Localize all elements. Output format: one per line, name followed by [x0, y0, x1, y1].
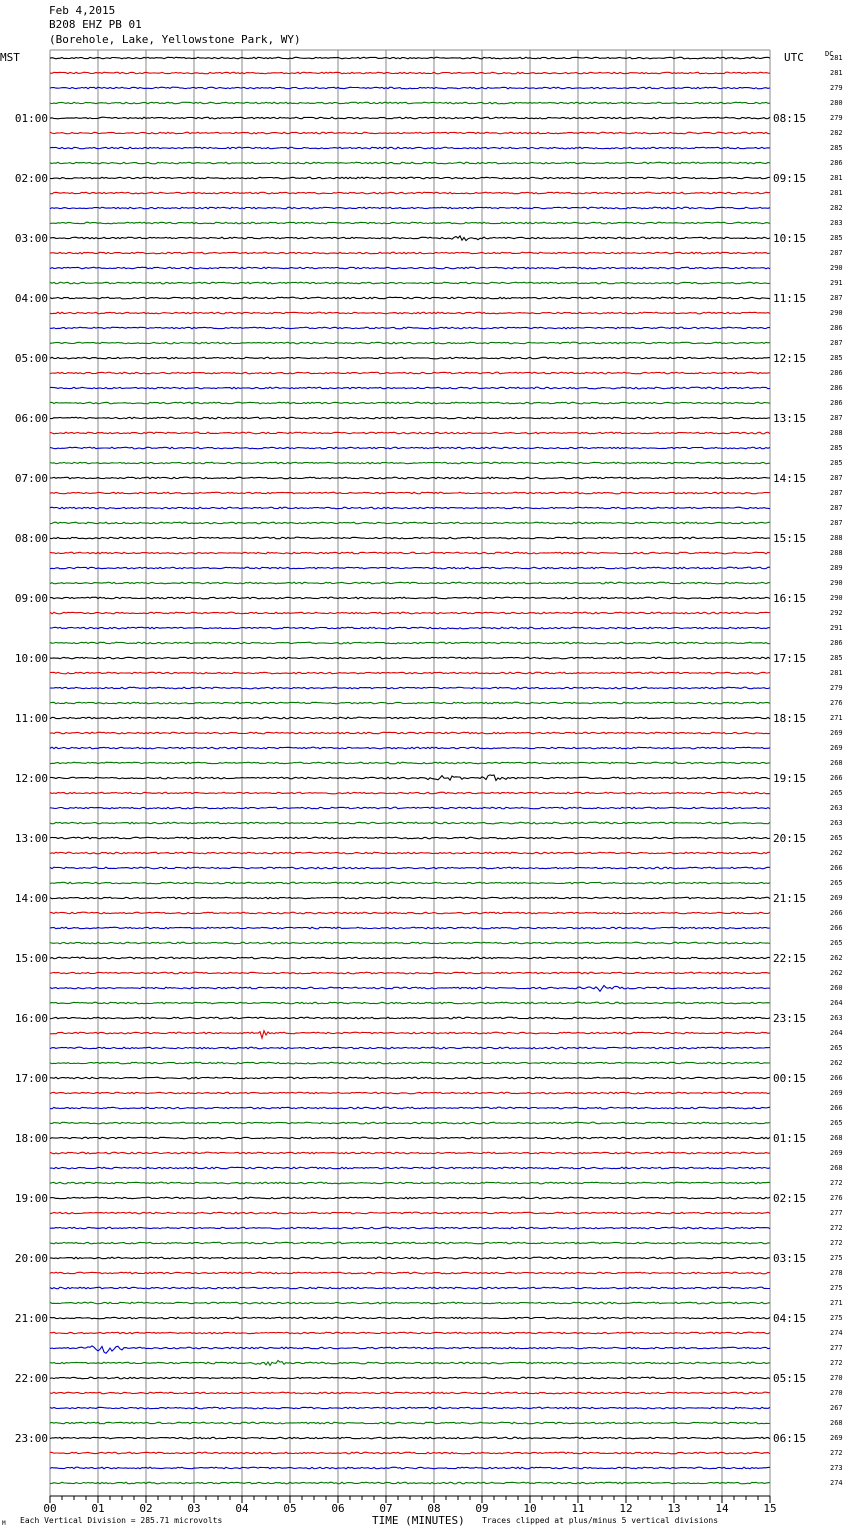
seismic-trace [50, 87, 770, 89]
x-tick-label: 06 [331, 1502, 345, 1515]
mst-hour-label: 08:00 [14, 532, 48, 545]
seismic-trace [50, 1452, 770, 1454]
seismic-trace [50, 912, 770, 914]
dc-offset-label: 281 [830, 54, 843, 62]
dc-offset-label: 269 [830, 1089, 843, 1097]
seismic-trace [50, 267, 770, 269]
seismic-trace [50, 1467, 770, 1469]
mst-hour-label: 23:00 [14, 1432, 48, 1445]
seismic-trace [50, 1287, 770, 1289]
dc-offset-label: 265 [830, 939, 843, 947]
seismic-trace [50, 1227, 770, 1229]
corner-mark: M [2, 1520, 6, 1527]
seismic-trace [50, 657, 770, 659]
dc-offset-label: 283 [830, 219, 843, 227]
mst-hour-label: 17:00 [14, 1072, 48, 1085]
dc-offset-label: 276 [830, 699, 843, 707]
seismic-trace [50, 582, 770, 584]
dc-offset-label: 287 [830, 519, 843, 527]
utc-hour-label: 18:15 [773, 712, 807, 725]
mst-hour-label: 13:00 [14, 832, 48, 845]
dc-offset-label: 275 [830, 1284, 843, 1292]
dc-offset-label: 287 [830, 474, 843, 482]
dc-offset-label: 287 [830, 339, 843, 347]
dc-offset-label: 279 [830, 684, 843, 692]
dc-offset-label: 289 [830, 564, 843, 572]
utc-hour-label: 17:15 [773, 652, 807, 665]
mst-hour-label: 06:00 [14, 412, 48, 425]
clip-note: Traces clipped at plus/minus 5 vertical divisions [482, 1516, 719, 1525]
utc-hour-label: 00:15 [773, 1072, 807, 1085]
x-tick-label: 13 [667, 1502, 681, 1515]
seismic-trace [50, 282, 770, 284]
mst-hour-label: 01:00 [14, 112, 48, 125]
dc-offset-label: 287 [830, 294, 843, 302]
dc-offset-label: 268 [830, 1164, 843, 1172]
seismic-trace [50, 597, 770, 599]
dc-offset-label: 266 [830, 1104, 843, 1112]
dc-offset-label: 288 [830, 429, 843, 437]
x-tick-label: 04 [235, 1502, 249, 1515]
dc-offset-label: 287 [830, 504, 843, 512]
seismic-trace [50, 1346, 770, 1353]
utc-hour-label: 09:15 [773, 172, 807, 185]
seismic-trace [50, 1002, 770, 1004]
x-tick-label: 14 [715, 1502, 729, 1515]
seismic-trace [50, 1302, 770, 1304]
utc-hour-label: 03:15 [773, 1252, 807, 1265]
seismic-trace [50, 492, 770, 494]
dc-offset-label: 287 [830, 489, 843, 497]
seismic-trace [50, 1092, 770, 1094]
station-name: B208 EHZ PB 01 [49, 18, 142, 31]
seismic-trace [50, 252, 770, 254]
dc-offset-label: 285 [830, 444, 843, 452]
seismic-trace [50, 747, 770, 749]
dc-offset-label: 262 [830, 1059, 843, 1067]
seismic-trace [50, 612, 770, 614]
dc-offset-label: 265 [830, 1119, 843, 1127]
seismic-trace [50, 162, 770, 164]
utc-hour-label: 06:15 [773, 1432, 807, 1445]
seismic-trace [50, 147, 770, 149]
dc-offset-label: 288 [830, 549, 843, 557]
dc-offset-label: 290 [830, 309, 843, 317]
trace-group [50, 57, 770, 1484]
utc-hour-label: 23:15 [773, 1012, 807, 1025]
seismic-trace [50, 567, 770, 569]
seismic-trace [50, 372, 770, 374]
seismic-trace [50, 942, 770, 944]
dc-offset-label: 285 [830, 234, 843, 242]
seismic-trace [50, 957, 770, 959]
x-tick-label: 01 [91, 1502, 105, 1515]
seismic-trace [50, 1167, 770, 1169]
seismic-trace [50, 1137, 770, 1139]
dc-offset-label: 264 [830, 999, 843, 1007]
seismic-trace [50, 207, 770, 209]
dc-offset-label: 290 [830, 594, 843, 602]
dc-offset-label: 269 [830, 729, 843, 737]
dc-offset-label: 280 [830, 99, 843, 107]
mst-hour-label: 22:00 [14, 1372, 48, 1385]
utc-hour-label: 22:15 [773, 952, 807, 965]
x-tick-label: 12 [619, 1502, 633, 1515]
dc-offset-label: 286 [830, 324, 843, 332]
mst-hour-label: 16:00 [14, 1012, 48, 1025]
dc-offset-label: 281 [830, 189, 843, 197]
seismic-trace [50, 762, 770, 764]
seismic-trace [50, 1107, 770, 1109]
seismic-trace [50, 1152, 770, 1154]
dc-offset-label: 265 [830, 834, 843, 842]
dc-offset-label: 290 [830, 579, 843, 587]
scale-note: Each Vertical Division = 285.71 microvolts [20, 1516, 223, 1525]
seismic-trace [50, 972, 770, 974]
utc-hour-label: 20:15 [773, 832, 807, 845]
dc-offset-label: 273 [830, 1464, 843, 1472]
seismic-trace [50, 927, 770, 929]
seismic-trace [50, 1077, 770, 1079]
utc-hour-label: 21:15 [773, 892, 807, 905]
dc-offset-label: 279 [830, 84, 843, 92]
mst-hour-label: 02:00 [14, 172, 48, 185]
dc-offset-label: 285 [830, 459, 843, 467]
dc-offset-label: 282 [830, 204, 843, 212]
utc-label: UTC [784, 51, 804, 64]
seismic-trace [50, 822, 770, 824]
dc-offset-label: 292 [830, 609, 843, 617]
seismic-trace [50, 1242, 770, 1244]
mst-hour-label: 03:00 [14, 232, 48, 245]
utc-hour-label: 02:15 [773, 1192, 807, 1205]
x-tick-label: 00 [43, 1502, 57, 1515]
mst-hour-label: 18:00 [14, 1132, 48, 1145]
seismic-trace [50, 642, 770, 644]
seismic-trace [50, 1482, 770, 1484]
dc-offset-label: 286 [830, 639, 843, 647]
dc-offset-label: 291 [830, 624, 843, 632]
mst-hour-label: 14:00 [14, 892, 48, 905]
mst-hour-label: 10:00 [14, 652, 48, 665]
seismic-trace [50, 986, 770, 992]
dc-offset-label: 287 [830, 249, 843, 257]
dc-offset-label: 272 [830, 1449, 843, 1457]
utc-hour-label: 16:15 [773, 592, 807, 605]
dc-offset-label: 272 [830, 1179, 843, 1187]
seismic-trace [50, 1122, 770, 1124]
seismic-trace [50, 462, 770, 464]
utc-hour-label: 08:15 [773, 112, 807, 125]
seismic-trace [50, 1377, 770, 1379]
utc-hour-label: 13:15 [773, 412, 807, 425]
seismic-trace [50, 72, 770, 74]
seismic-trace [50, 717, 770, 719]
dc-offset-label: 260 [830, 984, 843, 992]
utc-hour-label: 05:15 [773, 1372, 807, 1385]
dc-offset-label: 271 [830, 1299, 843, 1307]
mst-hour-label: 19:00 [14, 1192, 48, 1205]
dc-offset-label: 282 [830, 129, 843, 137]
dc-offset-label: 262 [830, 969, 843, 977]
dc-offset-label: 269 [830, 894, 843, 902]
seismic-trace [50, 1182, 770, 1184]
dc-offset-label: 272 [830, 1239, 843, 1247]
mst-label: MST [0, 51, 20, 64]
seismic-trace [50, 627, 770, 629]
dc-offset-label: 262 [830, 849, 843, 857]
seismic-trace [50, 1031, 770, 1038]
utc-hour-label: 12:15 [773, 352, 807, 365]
x-tick-label: 15 [763, 1502, 777, 1515]
seismic-trace [50, 882, 770, 884]
seismic-trace [50, 402, 770, 404]
dc-offset-label: 287 [830, 414, 843, 422]
dc-offset-label: 272 [830, 1224, 843, 1232]
mst-hour-label: 20:00 [14, 1252, 48, 1265]
dc-offset-label: 269 [830, 1149, 843, 1157]
seismic-trace [50, 477, 770, 479]
seismic-trace [50, 57, 770, 59]
dc-offset-label: 276 [830, 1194, 843, 1202]
utc-hour-label: 14:15 [773, 472, 807, 485]
dc-offset-label: 286 [830, 369, 843, 377]
dc-offset-label: 274 [830, 1479, 843, 1487]
dc-offset-label: 275 [830, 1314, 843, 1322]
dc-offset-label: 278 [830, 1269, 843, 1277]
seismic-trace [50, 1017, 770, 1019]
seismic-trace [50, 222, 770, 224]
utc-hour-label: 11:15 [773, 292, 807, 305]
utc-hour-label: 10:15 [773, 232, 807, 245]
seismic-trace [50, 417, 770, 419]
seismic-trace [50, 447, 770, 449]
mst-hour-label: 11:00 [14, 712, 48, 725]
dc-offset-label: 288 [830, 534, 843, 542]
dc-offset-label: 266 [830, 924, 843, 932]
x-tick-label: 09 [475, 1502, 489, 1515]
seismic-trace [50, 1332, 770, 1334]
plot-date: Feb 4,2015 [49, 4, 116, 17]
x-tick-label: 05 [283, 1502, 297, 1515]
seismic-trace [50, 1407, 770, 1409]
dc-offset-label: 268 [830, 759, 843, 767]
dc-offset-label: 263 [830, 1014, 843, 1022]
seismic-trace [50, 192, 770, 194]
dc-offset-label: 275 [830, 1254, 843, 1262]
seismic-trace [50, 672, 770, 674]
seismic-trace [50, 357, 770, 359]
dc-offset-label: 266 [830, 774, 843, 782]
mst-hour-label: 04:00 [14, 292, 48, 305]
utc-hour-label: 01:15 [773, 1132, 807, 1145]
dc-offset-label: 262 [830, 954, 843, 962]
x-tick-label: 07 [379, 1502, 393, 1515]
dc-offset-label: 263 [830, 804, 843, 812]
dc-offset-label: 269 [830, 744, 843, 752]
utc-hour-label: 15:15 [773, 532, 807, 545]
seismic-trace [50, 387, 770, 389]
x-tick-label: 08 [427, 1502, 441, 1515]
seismic-trace [50, 1257, 770, 1259]
seismic-trace [50, 432, 770, 434]
dc-offset-label: 265 [830, 789, 843, 797]
seismic-trace [50, 1272, 770, 1274]
utc-hour-label: 19:15 [773, 772, 807, 785]
seismic-trace [50, 732, 770, 734]
x-tick-label: 02 [139, 1502, 153, 1515]
seismic-trace [50, 342, 770, 344]
seismic-trace [50, 132, 770, 134]
mst-hour-label: 15:00 [14, 952, 48, 965]
dc-offset-label: 268 [830, 1419, 843, 1427]
dc-offset-label: 266 [830, 1074, 843, 1082]
seismic-trace [50, 702, 770, 704]
dc-offset-label: 277 [830, 1209, 843, 1217]
dc-offset-label: 266 [830, 864, 843, 872]
mst-hour-label: 21:00 [14, 1312, 48, 1325]
mst-hour-label: 12:00 [14, 772, 48, 785]
dc-offset-label: 263 [830, 819, 843, 827]
dc-offset-label: 286 [830, 384, 843, 392]
x-axis-title: TIME (MINUTES) [372, 1514, 465, 1527]
seismic-trace [50, 807, 770, 809]
dc-offset-label: 281 [830, 174, 843, 182]
seismic-trace [50, 507, 770, 509]
dc-offset-label: 264 [830, 1029, 843, 1037]
utc-hour-label: 04:15 [773, 1312, 807, 1325]
station-location: (Borehole, Lake, Yellowstone Park, WY) [49, 33, 301, 46]
x-tick-label: 11 [571, 1502, 585, 1515]
mst-hour-label: 05:00 [14, 352, 48, 365]
dc-label: DC [825, 50, 834, 58]
seismic-trace [50, 1047, 770, 1049]
dc-offset-label: 281 [830, 69, 843, 77]
seismic-trace [50, 236, 770, 241]
seismic-trace [50, 1437, 770, 1439]
dc-offset-label: 285 [830, 654, 843, 662]
seismic-trace [50, 1317, 770, 1319]
seismic-trace [50, 852, 770, 854]
seismic-trace [50, 552, 770, 554]
dc-offset-label: 269 [830, 1434, 843, 1442]
seismic-trace [50, 1422, 770, 1424]
dc-offset-label: 277 [830, 1344, 843, 1352]
dc-offset-label: 285 [830, 144, 843, 152]
seismic-trace [50, 177, 770, 179]
dc-offset-label: 268 [830, 1134, 843, 1142]
seismic-trace [50, 775, 770, 781]
dc-offset-label: 286 [830, 159, 843, 167]
mst-hour-label: 09:00 [14, 592, 48, 605]
time-axis [43, 1496, 776, 1515]
dc-offset-label: 265 [830, 879, 843, 887]
seismic-trace [50, 537, 770, 539]
x-tick-label: 03 [187, 1502, 201, 1515]
seismic-trace [50, 297, 770, 299]
dc-offset-label: 281 [830, 669, 843, 677]
dc-offset-label: 271 [830, 714, 843, 722]
dc-offset-label: 274 [830, 1329, 843, 1337]
seismic-trace [50, 1392, 770, 1394]
seismic-trace [50, 1360, 770, 1365]
seismic-trace [50, 522, 770, 524]
dc-offset-label: 286 [830, 399, 843, 407]
seismic-trace [50, 102, 770, 104]
seismic-trace [50, 1197, 770, 1199]
dc-offset-label: 267 [830, 1404, 843, 1412]
dc-offset-label: 265 [830, 1044, 843, 1052]
seismic-trace [50, 837, 770, 839]
x-tick-label: 10 [523, 1502, 537, 1515]
seismic-trace [50, 312, 770, 314]
dc-offset-label: 285 [830, 354, 843, 362]
dc-offset-label: 266 [830, 909, 843, 917]
seismic-trace [50, 1062, 770, 1064]
dc-offset-label: 270 [830, 1389, 843, 1397]
seismic-trace [50, 117, 770, 119]
seismic-trace [50, 1212, 770, 1214]
seismic-trace [50, 687, 770, 689]
dc-offset-label: 291 [830, 279, 843, 287]
label-group [15, 54, 843, 1487]
seismic-trace [50, 327, 770, 329]
seismic-trace [50, 792, 770, 794]
dc-offset-label: 270 [830, 1374, 843, 1382]
mst-hour-label: 07:00 [14, 472, 48, 485]
seismic-trace [50, 867, 770, 869]
dc-offset-label: 272 [830, 1359, 843, 1367]
dc-offset-label: 290 [830, 264, 843, 272]
dc-offset-label: 279 [830, 114, 843, 122]
seismic-trace [50, 897, 770, 899]
